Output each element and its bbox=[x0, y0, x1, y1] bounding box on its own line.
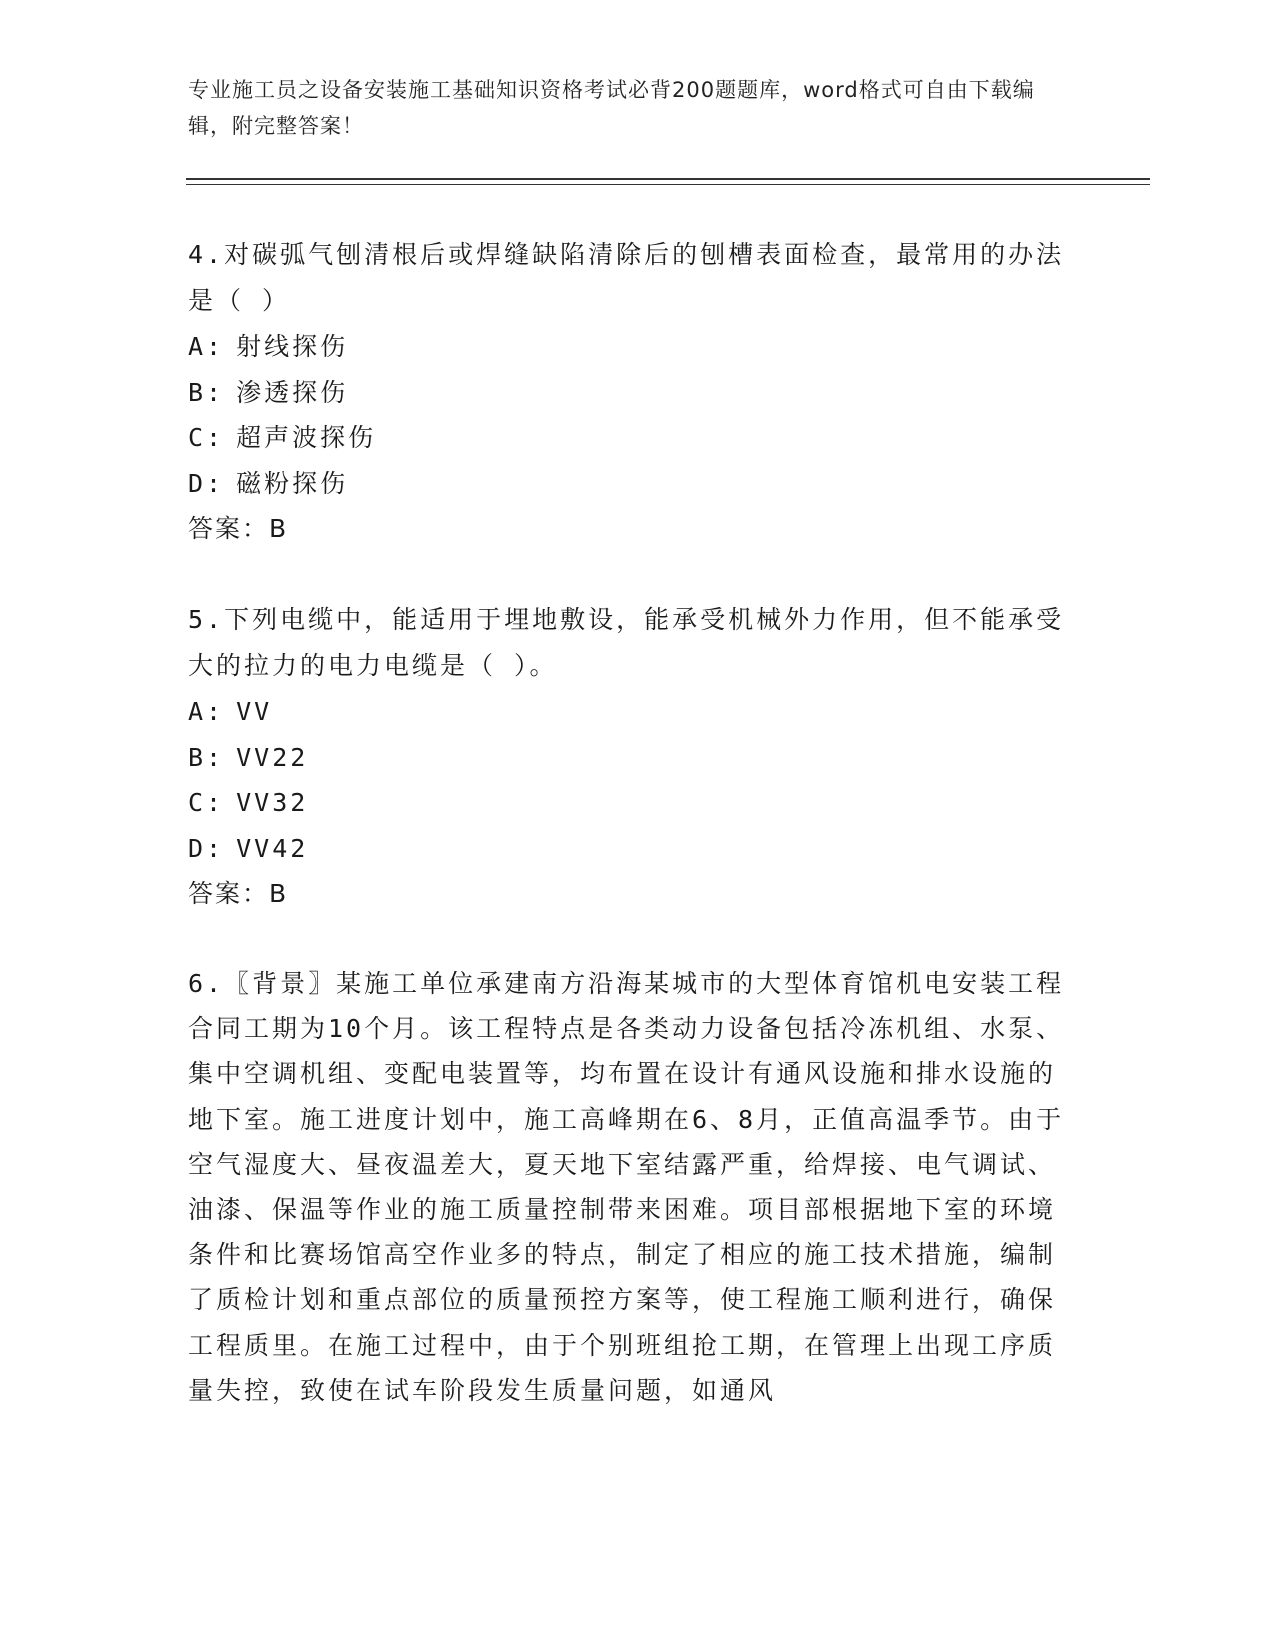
option-text: 射线探伤 bbox=[236, 332, 349, 361]
question-stem: 4.对碳弧气刨清根后或焊缝缺陷清除后的刨槽表面检查，最常用的办法是（ ） bbox=[188, 240, 1065, 315]
option-key: C: bbox=[188, 788, 225, 817]
answer: 答案：B bbox=[188, 879, 289, 908]
option-key: A: bbox=[188, 697, 225, 726]
option-text: VV22 bbox=[236, 742, 309, 772]
option-c bbox=[188, 415, 1068, 461]
option-a bbox=[188, 689, 1068, 735]
option-d bbox=[188, 826, 1068, 872]
option-a bbox=[188, 324, 1068, 370]
question-6 bbox=[188, 961, 1068, 1413]
option-text: 渗透探伤 bbox=[236, 377, 349, 407]
option-key: B: bbox=[188, 377, 225, 407]
option-key: A: bbox=[188, 332, 225, 361]
header-rule-thin bbox=[186, 184, 1150, 185]
document-header: 专业施工员之设备安装施工基础知识资格考试必背200题题库，word格式可自由下载编辑，附完整答案！ bbox=[188, 78, 1035, 138]
option-key: B: bbox=[188, 742, 225, 772]
option-text: 磁粉探伤 bbox=[236, 468, 349, 498]
question-5 bbox=[188, 597, 1068, 916]
header-rule-thick bbox=[186, 178, 1150, 180]
answer: 答案：B bbox=[188, 514, 289, 543]
option-text: 超声波探伤 bbox=[236, 423, 377, 452]
question-stem: 5.下列电缆中，能适用于埋地敷设，能承受机械外力作用，但不能承受大的拉力的电力电缆是（ ）。 bbox=[188, 605, 1065, 680]
option-text: VV bbox=[236, 697, 273, 726]
question-stem: 6.〖背景〗某施工单位承建南方沿海某城市的大型体育馆机电安装工程合同工期为10个月。该工程特点是各类动力设备包括冷冻机组、水泵、集中空调机组、变配电装置等，均布置在设计有通风设施和排水设施的地下室。施工进度计划中，施工高峰期在6、8月，正值高温季节。由于空气湿度大、昼夜温差大，夏天地下室结露严重，给焊接、电气调试、油漆、保温等作业的施工质量控制带来困难。项目部根据地下室的环境条件和比赛场馆高空作业多的特点，制定了相应的施工技术措施，编制了质检计划和重点部位的质量预控方案等，使工程施工顺利进行，确保工程质里。在施工过程中，由于个别班组抢工期，在管理上出现工序质量失控，致使在试车阶段发生质量问题，如通风 bbox=[188, 969, 1065, 1405]
option-key: C: bbox=[188, 423, 225, 452]
question-4 bbox=[188, 232, 1068, 551]
option-key: D: bbox=[188, 833, 225, 863]
option-b bbox=[188, 735, 1068, 781]
option-c bbox=[188, 780, 1068, 826]
option-text: VV32 bbox=[236, 788, 309, 817]
option-d bbox=[188, 461, 1068, 507]
option-key: D: bbox=[188, 468, 225, 498]
option-b bbox=[188, 370, 1068, 416]
option-text: VV42 bbox=[236, 833, 309, 863]
